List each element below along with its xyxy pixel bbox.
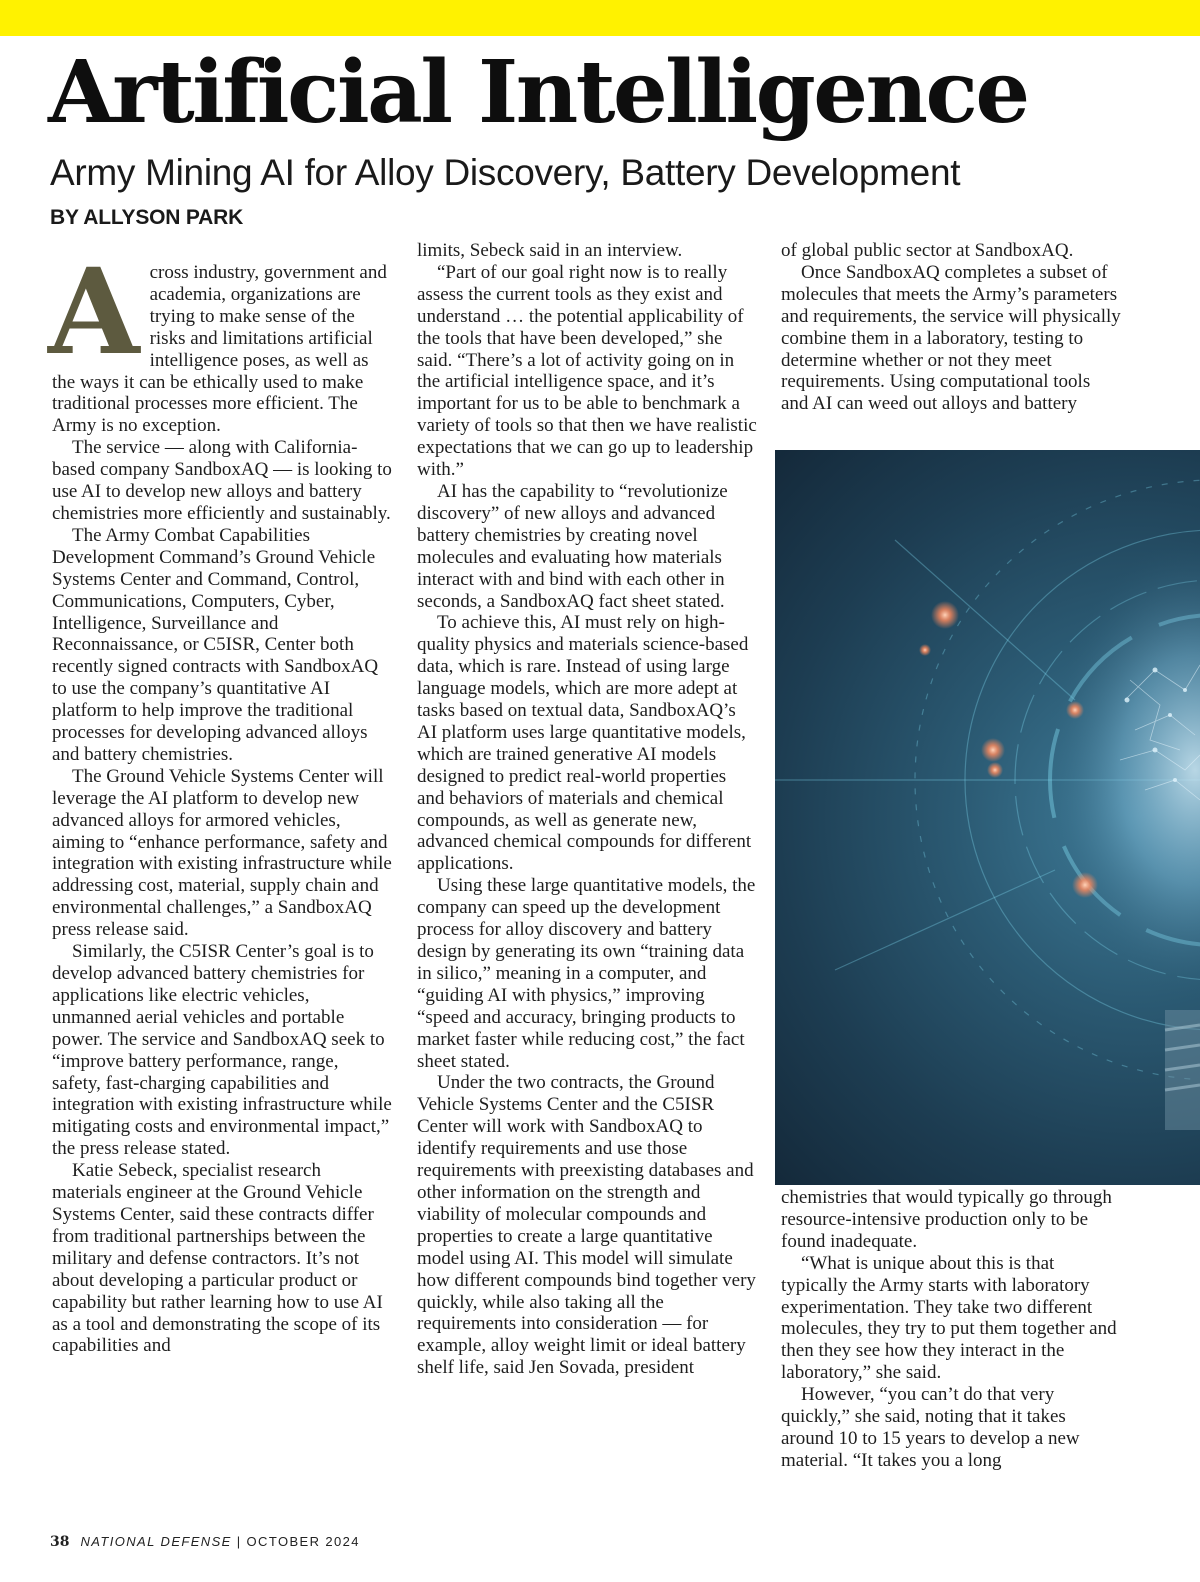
- paragraph: The Army Combat Capabilities Development Command’s Ground Vehicle Systems Center and Command, Control, Communications, Computers, Cyber, Intelligence, Surveillance and Reconnaissance, or C5ISR, Center both recently signed contracts with SandboxAQ to use the company’s quantitative AI platform to help improve the traditional processes for developing advanced alloys and battery chemistries.: [52, 524, 379, 765]
- paragraph: of global public sector at SandboxAQ.: [781, 240, 1074, 261]
- byline: BY ALLYSON PARK: [50, 206, 244, 229]
- footer-separator: |: [236, 1534, 242, 1549]
- paragraph: Katie Sebeck, specialist research materials engineer at the Ground Vehicle Systems Center, said these contracts differ from traditional partnerships between the military and defense contractors. It’s not about developing a particular product or capability but rather learning how to use AI as a tool and demonstrating the scope of its capabilities and: [52, 1160, 383, 1357]
- paragraph: Once SandboxAQ completes a subset of molecules that meets the Army’s parameters and requirements, the service will physically combine them in a laboratory, testing to determine whether or not they meet requirements. Using computational tools and AI can weed out alloys and battery: [781, 261, 1121, 415]
- paragraph: The service — along with California-based company SandboxAQ — is looking to use AI to develop new alloys and battery chemistries more efficiently and sustainably.: [52, 437, 392, 524]
- page-number: 38: [50, 1534, 70, 1550]
- paragraph: However, “you can’t do that very quickly,” she said, noting that it takes around 10 to 15 years to develop a new material. “It takes you a long: [781, 1384, 1080, 1471]
- article-column-3-top: [781, 240, 1121, 415]
- paragraph: The Ground Vehicle Systems Center will leverage the AI platform to develop new advanced alloys for armored vehicles, aiming to “enhance performance, safety and integration with existing infrastructure while addressing cost, material, supply chain and environmental challenges,” a SandboxAQ press release said.: [52, 765, 392, 941]
- section-title: Artificial Intelligence: [48, 42, 1028, 143]
- article-column-2: [417, 240, 757, 1379]
- ai-lightbulb-image: [775, 450, 1200, 1185]
- paragraph: limits, Sebeck said in an interview.: [417, 240, 683, 261]
- page-footer: [50, 1534, 360, 1550]
- ai-lightbulb-illustration: [775, 450, 1200, 1185]
- paragraph: Similarly, the C5ISR Center’s goal is to develop advanced battery chemistries for applications like electric vehicles, unmanned aerial vehicles and portable power. The service and SandboxAQ seek to “improve battery performance, range, safety, fast-charging capabilities and integration with existing infrastructure while mitigating costs and environmental impact,” the press release stated.: [52, 941, 392, 1160]
- paragraph: AI has the capability to “revolutionize discovery” of new alloys and advanced battery chemistries by creating novel molecules and evaluating how materials interact with and bind with each other in seconds, a SandboxAQ fact sheet stated.: [417, 480, 728, 612]
- paragraph: Under the two contracts, the Ground Vehicle Systems Center and the C5ISR Center will work with SandboxAQ to identify requirements and use those requirements with preexisting databases and other information on the strength and viability of molecular compounds and properties to create a large quantitative model using AI. This model will simulate how different compounds bind together very quickly, while also taking all the requirements into consideration — for example, alloy weight limit or ideal battery shelf life, said Jen Sovada, president: [417, 1072, 756, 1379]
- paragraph: “What is unique about this is that typically the Army starts with laboratory experimentation. They take two different molecules, they try to put them together and then they see how they interact in the laboratory,” she said.: [781, 1252, 1117, 1384]
- issue-date: OCTOBER 2024: [246, 1534, 360, 1549]
- paragraph: chemistries that would typically go through resource-intensive production only to be found inadequate.: [781, 1187, 1112, 1252]
- top-color-bar: [0, 0, 1200, 36]
- article-headline: Army Mining AI for Alloy Discovery, Battery Development: [50, 152, 961, 193]
- article-column-3-bottom: [781, 1187, 1121, 1472]
- paragraph: Using these large quantitative models, the company can speed up the development process for alloy discovery and battery design by generating its own “training data in silico,” meaning in a computer, and “guiding AI with physics,” improving “speed and accuracy, bringing products to market faster while reducing cost,” the fact sheet stated.: [417, 875, 756, 1072]
- article-column-1: [48, 242, 392, 1357]
- paragraph: To achieve this, AI must rely on high-quality physics and materials science-based data, which is rare. Instead of using large language models, which are more adept at tasks based on textual data, SandboxAQ’s AI platform uses large quantitative models, which are trained generative AI models designed to predict real-world properties and behaviors of materials and chemical compounds, as well as generate new, advanced chemical compounds for different applications.: [417, 612, 752, 875]
- drop-cap: A: [48, 242, 140, 381]
- paragraph: “Part of our goal right now is to really assess the current tools as they exist and understand … the potential applicability of the tools that have been developed,” she said. “There’s a lot of activity going on in the artificial intelligence space, and it’s important for us to be able to benchmark a variety of tools so that then we have realistic expectations that we can go up to leadership with.”: [417, 261, 757, 481]
- publication-name: NATIONAL DEFENSE: [80, 1534, 232, 1549]
- paragraph: cross industry, government and academia, organizations are trying to make sense of the risks and limitations artificial intelligence poses, as well as the ways it can be ethically used to make traditional processes more efficient. The Army is no exception.: [52, 262, 387, 437]
